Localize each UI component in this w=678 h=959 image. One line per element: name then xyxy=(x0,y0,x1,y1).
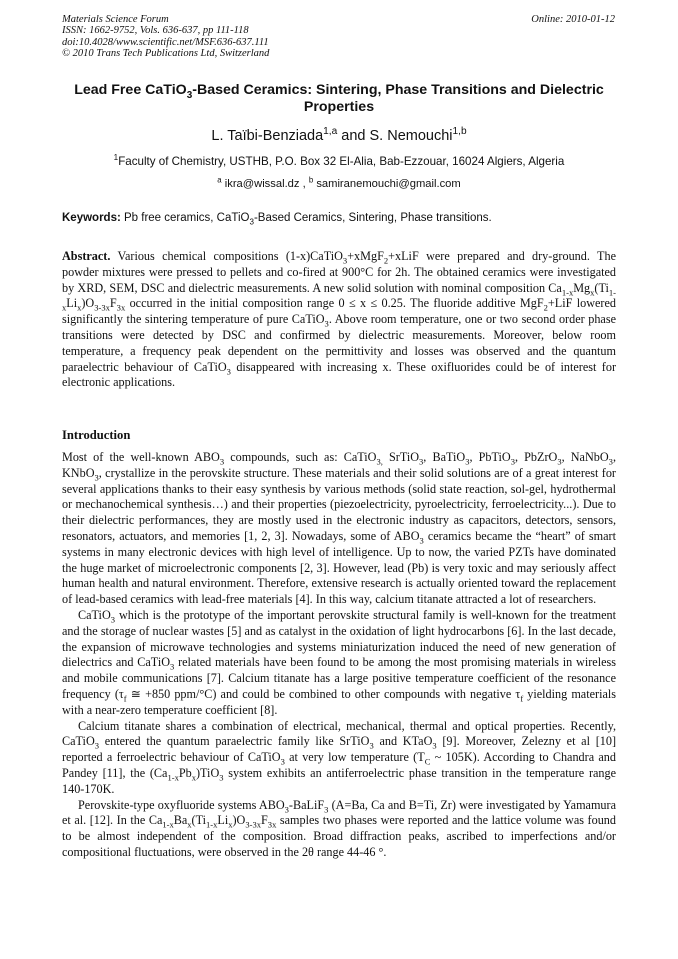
sub: f xyxy=(520,693,524,704)
author-2-affil: 1,b xyxy=(452,126,467,138)
paper-title xyxy=(62,82,616,116)
abstract-text: (Ti xyxy=(594,280,609,295)
sub: 3 xyxy=(94,472,99,483)
text: [9]. Moreover, Zelezny et al [10] reported a ferroelectric behaviour of CaTiO xyxy=(62,734,617,765)
text: CaTiO xyxy=(78,607,111,622)
text: which is the prototype of the important perovskite structural family is well-known for the treatment and the storage of nuclear wastes [5] and as catalyst in the oxidation of light hydrocarbons [6]. In the last decade, the expansion of microwave technologies and systems miniaturization induced the need of new generation of dielectrics and CaTiO xyxy=(62,607,616,670)
text: )TiO xyxy=(195,765,220,780)
text: F xyxy=(261,813,268,828)
text: entered the quantum paraelectric family like SrTiO xyxy=(99,734,370,749)
keywords-label: Keywords: xyxy=(62,212,121,224)
abstract-sub: 3x xyxy=(116,302,126,313)
abstract xyxy=(62,249,616,391)
sub: x xyxy=(187,819,192,830)
abstract-text: )O xyxy=(81,296,95,311)
abstract-label: Abstract. xyxy=(62,249,111,263)
copyright-line: © 2010 Trans Tech Publications Ltd, Switzerland xyxy=(62,48,270,60)
keywords-text: Pb free ceramics, CaTiO xyxy=(120,212,250,224)
sub: 3 xyxy=(110,614,116,625)
text: ~ 105K). According to Chandra and Pandey [11], the (Ca xyxy=(62,750,616,780)
email-line xyxy=(62,175,616,190)
online-date: Online: 2010-01-12 xyxy=(531,14,615,25)
text: related materials have been found to be among the most promising materials in wireless and mobile communications [7]. Calcium titanate has a large positive temperature coefficient of the resonance frequency (τ xyxy=(62,655,616,701)
text: at very low temperature (T xyxy=(284,750,425,765)
text: ≅ +850 ppm/°C) and could be combined to other compounds with negative τ xyxy=(126,686,521,701)
sub: 3 xyxy=(280,756,285,767)
text: system exhibits an antiferroelectric phase transition in the temperature range 140-170K. xyxy=(62,765,617,796)
sub: 3 xyxy=(170,661,175,672)
text: Li xyxy=(217,813,229,828)
abstract-text: +xLiF were prepared and dry-ground. The powder mixtures were pressed to pellets and co-fired at 900°C for 2h. The obtained ceramics were investigated by XRD, SEM, DSC and dielectric measurements. A new solid solution with nominal composition Ca xyxy=(62,249,616,295)
email-a-marker: a xyxy=(217,175,222,185)
journal-header xyxy=(62,14,422,60)
email-separator: , xyxy=(299,178,309,190)
affiliation-text: Faculty of Chemistry, USTHB, P.O. Box 32 El-Alia, Bab-Ezzouar, 16024 Algiers, Algeria xyxy=(118,155,565,168)
sub: x xyxy=(228,819,233,830)
author-separator: and xyxy=(337,128,370,144)
issn-line: ISSN: 1662-9752, Vols. 636-637, pp 111-118 xyxy=(62,25,249,37)
title-sub: 3 xyxy=(186,89,193,101)
intro-paragraph-1 xyxy=(62,450,616,608)
text: -BaLiF xyxy=(288,797,325,812)
abstract-sub: 1-x xyxy=(561,287,574,298)
abstract-sub: x xyxy=(590,287,595,298)
abstract-sub: 2 xyxy=(383,255,389,266)
text: Ba xyxy=(173,813,188,828)
sub: 1-x xyxy=(162,819,174,830)
abstract-text: +LiF lowered significantly the sintering temperature of pure CaTiO xyxy=(62,296,616,327)
abstract-text: . Above room temperature, one or two second order phase transitions were detected by DSC and confirmed by dielectric measurements. Moreover, below room temperature, a frequency peak dependent on the permittivity and losses was observed and the quantum paraelectric behaviour of CaTiO xyxy=(62,312,616,374)
author-1-affil: 1,a xyxy=(323,126,338,138)
sub: 1-x xyxy=(167,772,179,783)
abstract-text: Li xyxy=(66,296,78,311)
sub: 3 xyxy=(419,456,424,467)
sub: f xyxy=(123,693,127,704)
intro-paragraph-3 xyxy=(62,719,616,798)
sub: 3 xyxy=(369,740,374,751)
author-2: S. Nemouchi xyxy=(369,128,453,144)
sub: 3 xyxy=(510,456,515,467)
text: Pb xyxy=(178,765,192,780)
text: samples two phases were reported and the lattice volume was found to be almost independent of the composition. Broad diffraction peaks, ascribed to imperfections and/or compositional fluctuations, were observed in the 2θ range 44-46 °. xyxy=(62,813,616,859)
keywords-sub: 3 xyxy=(249,217,254,227)
intro-paragraph-4 xyxy=(62,798,616,861)
email-a[interactable]: ikra@wissal.dz xyxy=(224,178,300,190)
title-text-2: -Based Ceramics: Sintering, Phase Transitions and Dielectric Properties xyxy=(192,82,604,115)
abstract-text: F xyxy=(109,296,117,311)
sub: x xyxy=(191,772,196,783)
text: and KTaO xyxy=(373,734,433,749)
text: , crystallize in the perovskite structure. These materials and their solid solutions are of a great interest for several applications thanks to their easy synthesis by various methods (solid state reaction, sol-gel, hydrothermal or mechanochemical synthesis…) and their properties (piezoelectricity, pyroelectricity, ferroelectricity...). Due to their dielectric performances, they are mostly used in the electronic industry as capacitors, detectors, sensors, resonators, actuators, and memories [1, 2, 3]. Nowadays, some of ABO xyxy=(62,465,616,543)
sub: 3, xyxy=(376,456,383,467)
text: Calcium titanate shares a combination of electrical, mechanical, thermal and optical properties. Recently, CaTiO xyxy=(62,718,616,749)
email-b-marker: b xyxy=(308,175,314,185)
email-b[interactable]: samiranemouchi@gmail.com xyxy=(316,178,461,190)
abstract-text: Various chemical compositions (1-x)CaTiO xyxy=(110,249,343,263)
text: )O xyxy=(232,813,246,828)
text: , KNbO xyxy=(62,450,616,480)
abstract-sub: 3 xyxy=(324,318,329,329)
journal-name: Materials Science Forum xyxy=(62,14,169,25)
abstract-text: disappeared with increasing x. These oxifluorides could be of interest for electronic applications. xyxy=(62,359,616,390)
abstract-text: +xMgF xyxy=(347,249,384,263)
author-list xyxy=(62,128,616,144)
sub: 1-x xyxy=(206,819,218,830)
title-text-1: Lead Free CaTiO xyxy=(74,82,187,98)
sub: 3 xyxy=(219,772,224,783)
sub: 3x xyxy=(267,819,277,830)
sub: 3-3x xyxy=(245,819,262,830)
text: (A=Ba, Ca and B=Ti, Zr) were investigated by Yamamura et al. [12]. In the Ca xyxy=(62,797,616,828)
abstract-sub: x xyxy=(77,302,82,313)
affiliation xyxy=(62,155,616,168)
keywords xyxy=(62,212,616,227)
text: SrTiO xyxy=(382,450,420,464)
text: , PbTiO xyxy=(469,450,511,464)
abstract-sub: 2 xyxy=(543,302,548,313)
text: , BaTiO xyxy=(423,450,466,464)
abstract-sub: 3 xyxy=(226,366,231,377)
text: Most of the well-known ABO xyxy=(62,450,220,464)
text: yielding materials with a near-zero temperature coefficient [8]. xyxy=(62,686,616,717)
abstract-sub: 1-x xyxy=(62,287,616,313)
section-heading-introduction: Introduction xyxy=(62,428,131,442)
sub: 3 xyxy=(557,456,562,467)
intro-paragraph-2 xyxy=(62,608,616,719)
text: , PbZrO xyxy=(514,450,558,464)
abstract-text: occurred in the initial composition range 0 ≤ x ≤ 0.25. The fluoride additive MgF xyxy=(125,296,544,311)
sub: 3 xyxy=(465,456,470,467)
sub: 3 xyxy=(284,803,289,814)
abstract-sub: 3-3x xyxy=(94,302,110,313)
affiliation-marker: 1 xyxy=(113,153,119,163)
sub: 3 xyxy=(419,535,424,546)
keywords-text-2: -Based Ceramics, Sintering, Phase transitions. xyxy=(253,212,492,224)
text: compounds, such as: CaTiO xyxy=(224,450,377,464)
author-1: L. Taïbi-Benziada xyxy=(211,128,324,144)
abstract-sub: 3 xyxy=(342,255,348,266)
sub: 3 xyxy=(94,740,100,751)
sub: C xyxy=(424,756,431,767)
abstract-text: Mg xyxy=(573,280,591,295)
text: (Ti xyxy=(191,813,207,828)
sub: 3 xyxy=(608,456,613,467)
text: ceramics became the “heart” of smart systems in many electronic devices with high level of intelligence. Up to now, the varied PZTs have dominated the huge market of microelectronic components [2, 3]. However, lead (Pb) is very toxic and may seriously affect human health and natural environment. Therefore, extensive research is actually oriented toward the replacement of lead-based ceramics with lead-free materials [4]. In this way, calcium titanate attracted a lot of researchers. xyxy=(62,528,616,607)
text: Perovskite-type oxyfluoride systems ABO xyxy=(78,797,285,812)
text: , NaNbO xyxy=(561,450,609,464)
sub: 3 xyxy=(324,803,329,814)
doi-line[interactable]: doi:10.4028/www.scientific.net/MSF.636-637.111 xyxy=(62,36,269,48)
sub: 3 xyxy=(432,740,437,751)
sub: 3 xyxy=(219,456,225,467)
introduction-body xyxy=(62,450,616,861)
